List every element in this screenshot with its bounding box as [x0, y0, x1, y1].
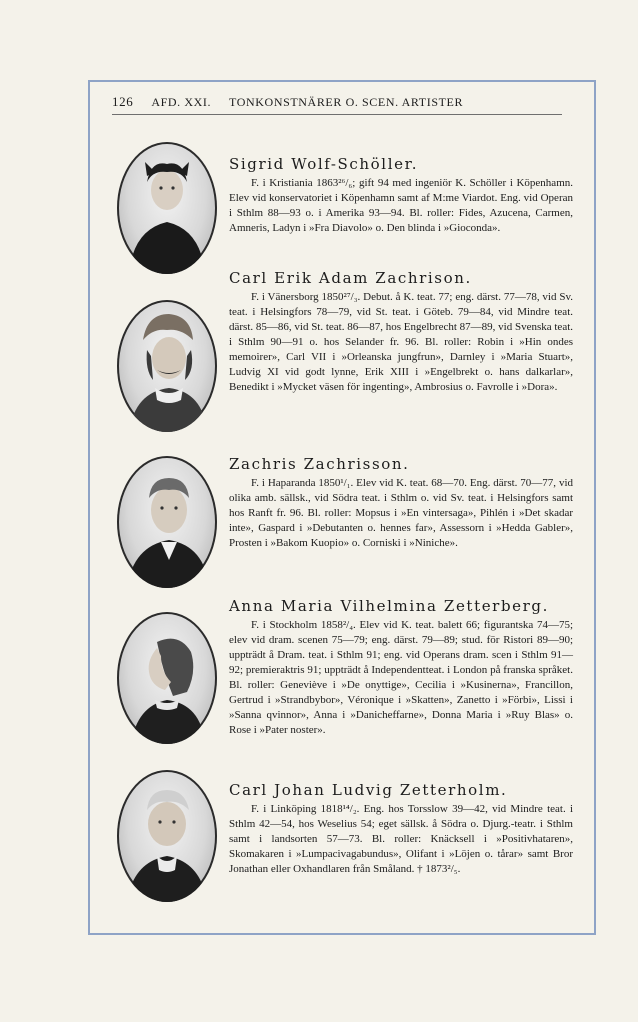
- man-costume-portrait-icon: [117, 300, 217, 432]
- header-rule: [112, 114, 562, 115]
- woman-profile-portrait-icon: [117, 612, 217, 744]
- biography-text: F. i Stockholm 1858²/₄. Elev vid K. teat. balett 66; figurantska 74—75; elev vid dram. scenen 75—79; eng. därst. 79—89; stud. för Ristori 89—90; uppträdt å Dram. teat. i Sthlm 91; eng. vid Operans dram. scen i Sthlm 91—92; premieraktris 91; uppträdt å Independentteat. i London på franska språket. Bl. roller: Geneviève i »De onyttige», Cecilia i »Kusinerna», Francillon, Gertrud i »Strandbybor», Véronique i »Skatten», Zanetto i »Förbi», Lissi i »Sanna qvinnor», Anna i »Danicheffarne», Donna Maria i »Ruy Blas» o. Rose i »Pater noster».: [229, 619, 573, 736]
- biography-text: F. i Linköping 1818¹⁴/₂. Eng. hos Torsslow 39—42, vid Mindre teat. i Sthlm 42—54, hos Weselius 54; eget sällsk. å Södra o. Djurg.-teatr. i Sthlm samt i landsorten 57—73. Bl. roller: Knäcksell i »Positivhataren», Skomakaren i »Lumpacivagabundus», Olifant i »Löjen o. tårar» samt Bror Jonathan eller Oxhandlaren från Småland. † 1873²/₅.: [229, 803, 573, 875]
- biography-text: F. i Vänersborg 1850²⁷/₃. Debut. å K. teat. 77; eng. därst. 77—78, vid Sv. teat. i Helsingfors 78—79, vid St. teat. i Göteb. 79—84, vid Mindre teat. därst. 85—86, vid St. teat. 86—87, hos Engelbrecht 87—89, vid Svenska teat. i Sthlm 90—91 o. hos Selander fr. 96. Bl. roller: Robin i »Hin ondes memoirer», Carl VII i »Orleanska jungfrun», Darnley i »Maria Stuart», Ludvig XI vid godt lynne, Erik XIII i »Engelbrekt o. hans dalkarlar», Benedikt i »Mycket väsen för ingenting», Ambrosius o. Favrolle i »Dora».: [229, 291, 574, 393]
- biography-text: F. i Haparanda 1850¹/₁. Elev vid K. teat. 68—70. Eng. därst. 70—77, vid olika amb. sällsk., vid Södra teat. i Sthlm o. vid Sv. teat. i Helsingfors samt hos Ranft fr. 96. Bl. roller: Mopsus i »En vintersaga», Pihlén i »Det skadar inte», Gaspard i »Debutanten o. hennes far», Assessorn i »Hedda Gabler», Prosten i »Bakom Kuopio» o. Corniski i »Niniche».: [229, 477, 573, 549]
- person-name: Sigrid Wolf-Schöller.: [229, 155, 419, 173]
- running-head: [112, 94, 542, 110]
- biography-entry: [229, 596, 573, 738]
- biography-entry: [229, 454, 573, 551]
- page-number: 126: [112, 94, 134, 109]
- person-name: Carl Erik Adam Zachrison.: [229, 269, 472, 287]
- biography-entry: [229, 268, 573, 395]
- man-portrait-icon: [117, 456, 217, 588]
- elderly-man-portrait-icon: [117, 770, 217, 902]
- section-title: TONKONSTNÄRER O. SCEN. ARTISTER: [229, 95, 464, 109]
- woman-portrait-icon: [117, 142, 217, 274]
- biography-entry: [229, 154, 573, 236]
- person-name: Anna Maria Vilhelmina Zetterberg.: [229, 597, 549, 615]
- section-label: AFD. XXI.: [151, 95, 212, 109]
- biography-text: F. i Kristiania 1863²⁶/₆; gift 94 med ingeniör K. Schöller i Köpenhamn. Elev vid konservatoriet i Köpenhamn samt af M:me Viardot. Eng. vid Operan i Sthlm 88—93 o. i Amerika 93—94. Bl. roller: Fides, Azucena, Carmen, Amneris, Ladyn i »Fra Diavolo» o. Den blinda i »Gioconda».: [229, 177, 573, 234]
- person-name: Zachris Zachrisson.: [229, 455, 410, 473]
- biography-entry: [229, 780, 573, 877]
- person-name: Carl Johan Ludvig Zetterholm.: [229, 781, 508, 799]
